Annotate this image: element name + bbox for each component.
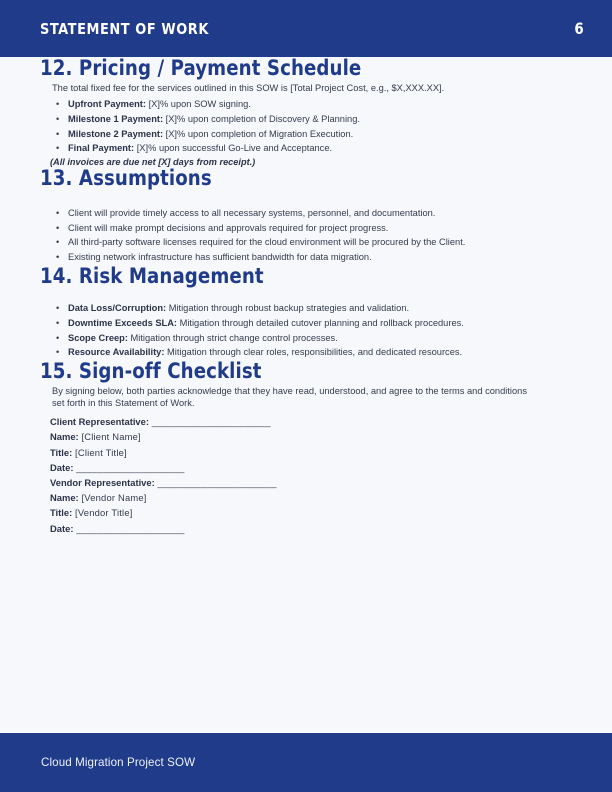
risk-list-item-text: Mitigation through robust backup strategies and validation.: [166, 303, 410, 314]
assumption-list-item-text: Client will provide timely access to all necessary systems, personnel, and documentation.: [68, 207, 436, 218]
signature-field-value[interactable]: ____________________: [73, 461, 185, 473]
signature-field-row: [50, 475, 572, 490]
pricing-list-item-label: Upfront Payment:: [68, 99, 146, 110]
signature-field-row: [50, 429, 572, 444]
assumption-list-item: [40, 206, 560, 221]
section-heading-pricing: 12. Pricing / Payment Schedule: [40, 57, 362, 81]
signature-field-row: [50, 490, 572, 505]
pricing-list-item-text: [X]% upon completion of Discovery & Planning.: [163, 114, 360, 125]
signature-field-label: Name:: [50, 431, 79, 443]
pricing-intro-paragraph: The total fixed fee for the services outlined in this SOW is [Total Project Cost, e.g., $X,XXX.XX].: [52, 82, 445, 93]
document-title: STATEMENT OF WORK: [40, 19, 209, 38]
signature-field-value[interactable]: ______________________: [149, 416, 271, 428]
page-footer: [0, 733, 612, 792]
risk-bullet-list: [40, 301, 572, 360]
section-heading-assumptions: 13. Assumptions: [40, 166, 212, 192]
footer-project-name: Cloud Migration Project SOW: [41, 756, 196, 769]
signature-field-label: Title:: [50, 446, 73, 458]
signature-field-label: Title:: [50, 507, 73, 519]
signature-field-label: Date:: [50, 522, 74, 534]
signature-field-value[interactable]: ______________________: [154, 476, 277, 488]
signature-field-row: [50, 505, 572, 520]
assumption-list-item-text: Client will make prompt decisions and approvals required for project progress.: [68, 222, 389, 233]
pricing-list-item-text: [X]% upon completion of Migration Execution.: [163, 128, 354, 139]
signature-field-row: [50, 460, 572, 475]
risk-list-item: [40, 345, 560, 360]
assumptions-bullet-list: [40, 206, 572, 265]
pricing-list-item: [40, 112, 560, 127]
pricing-list-item-label: Milestone 1 Payment:: [68, 114, 164, 125]
risk-list-item-label: Scope Creep:: [68, 332, 128, 343]
signature-field-value[interactable]: [Client Title]: [72, 446, 127, 458]
pricing-list-item-text: [X]% upon SOW signing.: [146, 99, 251, 110]
signature-field-row: [50, 414, 572, 429]
signature-field-label: Client Representative:: [50, 416, 149, 428]
pricing-bullet-list: [40, 97, 572, 156]
risk-list-item-text: Mitigation through detailed cutover planning and rollback procedures.: [177, 317, 464, 328]
signature-field-label: Name:: [50, 492, 79, 504]
signature-field-row: [50, 521, 572, 536]
assumption-list-item: [40, 250, 560, 265]
page-header: [0, 0, 612, 57]
pricing-list-item-label: Final Payment:: [68, 143, 135, 154]
signature-field-label: Vendor Representative:: [50, 476, 155, 488]
assumption-list-item-text: All third-party software licenses required for the cloud environment will be procured by the Client.: [68, 237, 466, 248]
pricing-invoice-note: (All invoices are due net [X] days from receipt.): [50, 157, 256, 168]
signoff-intro-paragraph: By signing below, both parties acknowledge that they have read, understood, and agree to the terms and conditions set forth in this Statement of Work.: [52, 385, 527, 409]
signature-field-value[interactable]: [Vendor Name]: [78, 492, 147, 504]
pricing-list-item-label: Milestone 2 Payment:: [68, 128, 164, 139]
risk-list-item-text: Mitigation through clear roles, responsibilities, and dedicated resources.: [164, 347, 463, 358]
document-content: [0, 57, 612, 733]
assumption-list-item: [40, 221, 560, 236]
risk-list-item: [40, 316, 560, 331]
signature-field-value[interactable]: [Client Name]: [78, 431, 141, 443]
signature-field-row: [50, 445, 572, 460]
signature-field-label: Date:: [50, 461, 74, 473]
assumption-list-item: [40, 235, 560, 250]
pricing-list-item: [40, 97, 560, 112]
risk-list-item-label: Downtime Exceeds SLA:: [68, 317, 178, 328]
signature-field-block: [40, 414, 572, 536]
signature-field-value[interactable]: ____________________: [73, 522, 185, 534]
risk-list-item-label: Resource Availability:: [68, 347, 165, 358]
signature-field-value[interactable]: [Vendor Title]: [72, 507, 133, 519]
section-heading-risk-management: 14. Risk Management: [40, 263, 264, 289]
assumption-list-item-text: Existing network infrastructure has sufficient bandwidth for data migration.: [68, 251, 372, 262]
risk-list-item-text: Mitigation through strict change control processes.: [127, 332, 338, 343]
risk-list-item: [40, 331, 560, 346]
risk-list-item-label: Data Loss/Corruption:: [68, 303, 167, 314]
page-number: 6: [574, 19, 584, 38]
pricing-list-item: [40, 141, 560, 156]
pricing-list-item: [40, 127, 560, 142]
section-heading-signoff: 15. Sign-off Checklist: [40, 359, 262, 385]
pricing-list-item-text: [X]% upon successful Go-Live and Acceptance.: [134, 143, 333, 154]
risk-list-item: [40, 301, 560, 316]
